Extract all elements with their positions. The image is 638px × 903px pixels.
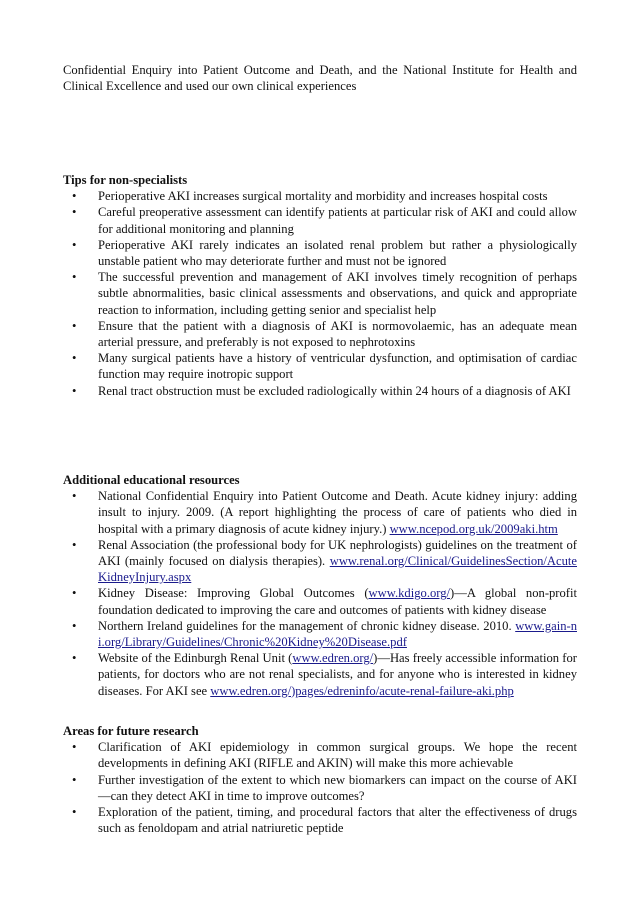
bullet-icon: • — [72, 740, 77, 755]
list-item-text: )—A global non-profit foundation dedicated to improving the care and outcomes of patients with kidney disease — [98, 586, 577, 617]
tips-section — [63, 172, 577, 399]
list-item-text: The successful prevention and management of AKI involves timely recognition of perhaps subtle abnormalities, basic clinical assessments and observations, and quick and appropriate reaction to information, including getting senior and specialist help — [98, 270, 577, 317]
tips-heading: Tips for non-specialists — [63, 173, 188, 187]
bullet-icon: • — [72, 237, 77, 252]
research-list — [63, 739, 577, 836]
list-item — [63, 204, 577, 236]
list-item — [63, 318, 577, 350]
bullet-icon: • — [72, 805, 77, 820]
list-item — [63, 739, 577, 771]
gain-ni-link[interactable]: www.gain-ni.org/Library/Guidelines/Chronic%20Kidney%20Disease.pdf — [98, 618, 577, 650]
list-item — [63, 772, 577, 804]
bullet-icon: • — [72, 383, 77, 398]
list-item-text: Kidney Disease: Improving Global Outcomes ( — [98, 586, 369, 601]
bullet-icon: • — [72, 351, 77, 366]
list-item-text: )—Has freely accessible information for patients, for doctors who are not renal specialists, and for anyone who is interested in kidney diseases. For AKI see — [98, 651, 577, 698]
list-item-text: Website of the Edinburgh Renal Unit ( — [98, 651, 293, 666]
bullet-icon: • — [72, 537, 77, 552]
list-item-text: Northern Ireland guidelines for the management of chronic kidney disease. 2010. — [98, 618, 516, 633]
list-item — [63, 618, 577, 650]
bullet-icon: • — [72, 270, 77, 285]
list-item — [63, 269, 577, 318]
resources-heading: Additional educational resources — [63, 473, 240, 487]
list-item-text: Ensure that the patient with a diagnosis of AKI is normovolaemic, has an adequate mean arterial pressure, and preferably is not exposed to nephrotoxins — [98, 318, 577, 350]
resources-section — [63, 472, 577, 699]
bullet-icon: • — [72, 651, 77, 666]
kdigo-link[interactable]: www.kdigo.org/ — [368, 586, 451, 601]
bullet-icon: • — [72, 489, 77, 504]
list-item — [63, 650, 577, 699]
list-item-text: Careful preoperative assessment can identify patients at particular risk of AKI and could allow for additional monitoring and planning — [98, 205, 577, 236]
list-item — [63, 585, 577, 617]
bullet-icon: • — [72, 586, 77, 601]
bullet-icon: • — [72, 772, 77, 787]
tips-list — [63, 188, 577, 399]
intro-paragraph: Confidential Enquiry into Patient Outcome and Death, and the National Institute for Health and Clinical Excellence and used our own clinical experiences — [63, 63, 577, 94]
resources-list — [63, 488, 577, 699]
list-item-text: Further investigation of the extent to which new biomarkers can impact on the course of AKI—can they detect AKI in time to improve outcomes? — [98, 772, 577, 803]
list-item-text: Exploration of the patient, timing, and procedural factors that alter the effectiveness of drugs such as fenoldopam and atrial natriuretic peptide — [98, 805, 577, 836]
list-item — [63, 350, 577, 382]
ncepod-link[interactable]: www.ncepod.org.uk/2009aki.htm — [389, 521, 558, 536]
bullet-icon: • — [72, 618, 77, 633]
list-item-text: Renal Association (the professional body for UK nephrologists) guidelines on the treatment of AKI (mainly focused on dialysis therapies). — [98, 537, 577, 569]
list-item-text: Clarification of AKI epidemiology in common surgical groups. We hope the recent developments in defining AKI (RIFLE and AKIN) will make this more achievable — [98, 740, 577, 771]
list-item-text: National Confidential Enquiry into Patient Outcome and Death. Acute kidney injury: adding insult to injury. 2009. (A report highlighting the process of care of patients who died in hospital with a primary diagnosis of acute kidney injury.) — [98, 489, 577, 536]
list-item — [63, 488, 577, 537]
renal-association-link[interactable]: www.renal.org/Clinical/GuidelinesSection/AcuteKidneyInjury.aspx — [98, 554, 577, 585]
list-item — [63, 188, 577, 204]
research-heading: Areas for future research — [63, 724, 199, 738]
edren-link[interactable]: www.edren.org/ — [292, 651, 374, 666]
list-item-text: Many surgical patients have a history of ventricular dysfunction, and optimisation of cardiac function may require inotropic support — [98, 351, 577, 382]
list-item-text: Perioperative AKI increases surgical mortality and morbidity and increases hospital costs — [98, 189, 548, 204]
bullet-icon: • — [72, 205, 77, 220]
list-item — [63, 537, 577, 586]
list-item-text: Renal tract obstruction must be excluded radiologically within 24 hours of a diagnosis of AKI — [98, 383, 571, 398]
list-item — [63, 237, 577, 269]
research-section — [63, 723, 577, 836]
bullet-icon: • — [72, 318, 77, 333]
edren-aki-link[interactable]: www.edren.org/)pages/edreninfo/acute-renal-failure-aki.php — [210, 683, 514, 698]
list-item — [63, 383, 577, 399]
list-item — [63, 804, 577, 836]
list-item-text: Perioperative AKI rarely indicates an isolated renal problem but rather a physiologically unstable patient who may deteriorate further and must not be ignored — [98, 237, 577, 269]
bullet-icon: • — [72, 189, 77, 204]
